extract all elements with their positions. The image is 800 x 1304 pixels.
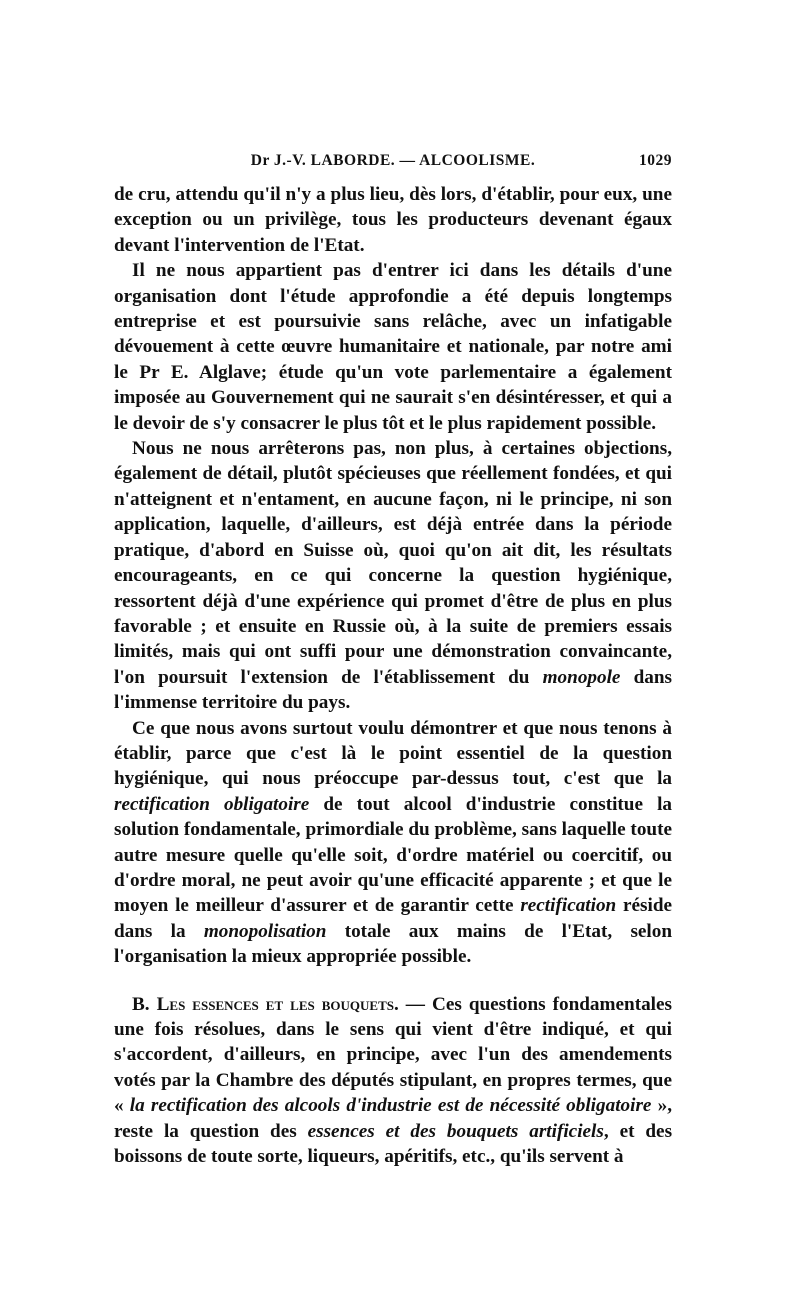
page-header (114, 152, 672, 176)
paragraph-2: Il ne nous appartient pas d'entrer ici dans les détails d'une organisation dont l'étude approfondie a été depuis longtemps entreprise et est poursuivie sans relâche, avec un infatigable dévouement à cette œuvre humanitaire et nationale, par notre ami le Pr E. Alglave; étude qu'un vote parlementaire a également imposée au Gouvernement qui ne saurait s'en désintéresser, et qui a le devoir de s'y consacrer le plus tôt et le plus rapidement possible. (114, 260, 672, 434)
section-b-text-3: , et des boissons de toute sorte, liqueurs, apéritifs, etc., qu'ils servent à (114, 1120, 673, 1168)
paragraph-3-tail: dans l'immense territoire du pays. (114, 666, 673, 714)
italic-monopolisation: monopolisation (203, 920, 327, 942)
italic-essences: essences et des bouquets artificiels (307, 1120, 604, 1142)
section-b-heading: B. Les essences et les bouquets. (132, 993, 399, 1015)
paragraph-3 (114, 436, 672, 715)
page-number: 1029 (639, 152, 672, 169)
paragraph-4-tail: totale aux mains de l'Etat, selon l'organisation la mieux appropriée possible. (114, 920, 673, 968)
italic-monopole: monopole (542, 666, 621, 688)
italic-rectification: rectification (520, 895, 617, 917)
paragraph-4-text: Ce que nous avons surtout voulu démontrer et que nous tenons à établir, parce que c'est là le point essentiel de la question hygiénique, qui nous préoccupe par-dessus tout, c'est que la (114, 717, 672, 790)
italic-rectification-obligatoire: rectification obligatoire (114, 793, 310, 815)
paragraph-3-text: Nous ne nous arrêterons pas, non plus, à certaines objections, également de détail, plutôt spécieuses que réellement fondées, et qui n'atteignent et n'entament, en aucune façon, ni le principe, ni son application, laquelle, d'ailleurs, est déjà entrée dans la période pratique, d'abord en Suisse où, quoi qu'on ait dit, les résultats encourageants, en ce qui concerne la question hygiénique, ressortent déjà d'une expérience qui promet d'être de plus en plus favorable ; et ensuite en Russie où, à la suite de premiers essais limités, mais qui ont suffi pour une démonstration convaincante, l'on poursuit l'extension de l'établissement du (114, 438, 672, 688)
italic-quotation: la rectification des alcools d'industrie est de nécessité obligatoire (129, 1095, 652, 1117)
section-gap (114, 970, 672, 992)
paragraph-4-mid-2: réside dans la (114, 895, 673, 942)
section-b-text-1: — Ces questions fondamentales une fois résolues, dans le sens qui vient d'être indiqué, et qui s'accordent, d'ailleurs, en principe, avec l'un des amendements votés par la Chambre des députés stipulant, en propres termes, que « (114, 993, 672, 1117)
section-b-paragraph (114, 992, 672, 1170)
paragraph-4-mid-1: de tout alcool d'industrie constitue la solution fondamentale, primordiale du problème, sans laquelle toute autre mesure quelle qu'elle soit, d'ordre matériel ou coercitif, ou d'ordre moral, ne peut avoir qu'une efficacité apparente ; et que le moyen le meilleur d'assurer et de garantir cette (114, 793, 673, 917)
paragraph-1: de cru, attendu qu'il n'y a plus lieu, dès lors, d'établir, pour eux, une exception ou un privilège, tous les producteurs devenant égaux devant l'intervention de l'Etat. (114, 184, 672, 256)
paragraph-4 (114, 716, 672, 970)
running-title: Dr J.-V. LABORDE. — ALCOOLISME. (250, 152, 536, 169)
page-body (114, 182, 672, 1169)
section-b-text-2: », reste la question des (114, 1095, 673, 1142)
